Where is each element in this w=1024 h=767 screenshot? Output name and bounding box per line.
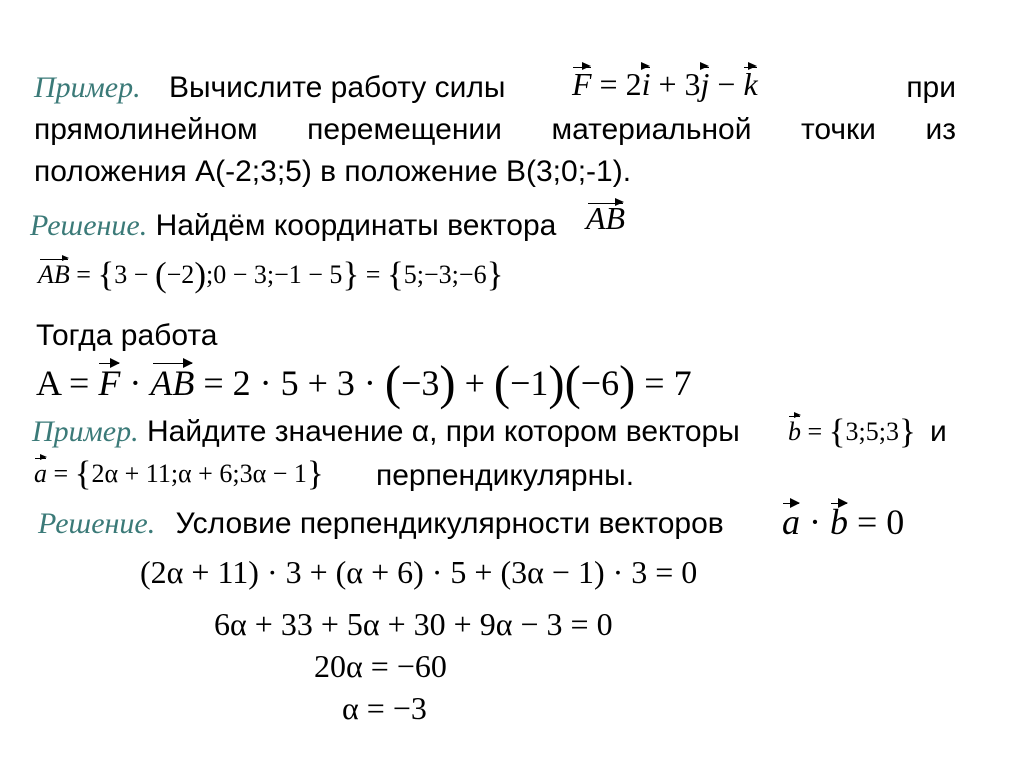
a-vector-formula: a = {2α + 11;α + 6;3α − 1}	[34, 453, 324, 493]
dot-product-formula: a · b = 0	[782, 502, 905, 542]
vector-ab-label: AB	[586, 200, 626, 236]
example2-text: Найдите значение α, при котором векторы	[146, 415, 740, 448]
solution2-line	[38, 506, 724, 542]
solution1-text: Найдём координаты вектора	[155, 209, 557, 242]
example1-label: Пример.	[34, 71, 141, 104]
example1-line1	[34, 70, 956, 106]
b-vector-formula: b = {3;5;3}	[788, 411, 916, 451]
example1-text-a: Вычислите работу силы	[168, 71, 506, 104]
solution2-text: Условие перпендикулярности векторов	[175, 507, 724, 540]
example1-line2: прямолинейном перемещении материальной точки из	[34, 113, 956, 146]
equation-3: 20α = −60	[314, 648, 447, 684]
example2-label: Пример.	[32, 415, 139, 448]
equation-4: α = −3	[342, 690, 427, 726]
equation-2: 6α + 33 + 5α + 30 + 9α − 3 = 0	[214, 606, 613, 642]
solution1-line	[30, 208, 556, 244]
example2-perp: перпендикулярны.	[376, 459, 635, 492]
ab-formula: AB = {3 − (−2);0 − 3;−1 − 5} = {5;−3;−6}	[38, 254, 504, 294]
work-formula: A = F · AB = 2 · 5 + 3 · (−3) + (−1)(−6) = 7	[36, 355, 692, 410]
example1-line3: положения A(-2;3;5) в положение B(3;0;-1).	[34, 155, 632, 188]
solution1-label: Решение.	[30, 209, 148, 242]
equation-1: (2α + 11) · 3 + (α + 6) · 5 + (3α − 1) · 3 = 0	[140, 554, 698, 590]
then-work-text: Тогда работа	[36, 319, 218, 352]
example1-text-b: при	[906, 71, 956, 104]
force-formula: F = 2i + 3j − k	[572, 66, 758, 102]
solution2-label: Решение.	[38, 507, 156, 540]
example2-line1	[32, 414, 740, 450]
example2-and: и	[930, 415, 947, 448]
